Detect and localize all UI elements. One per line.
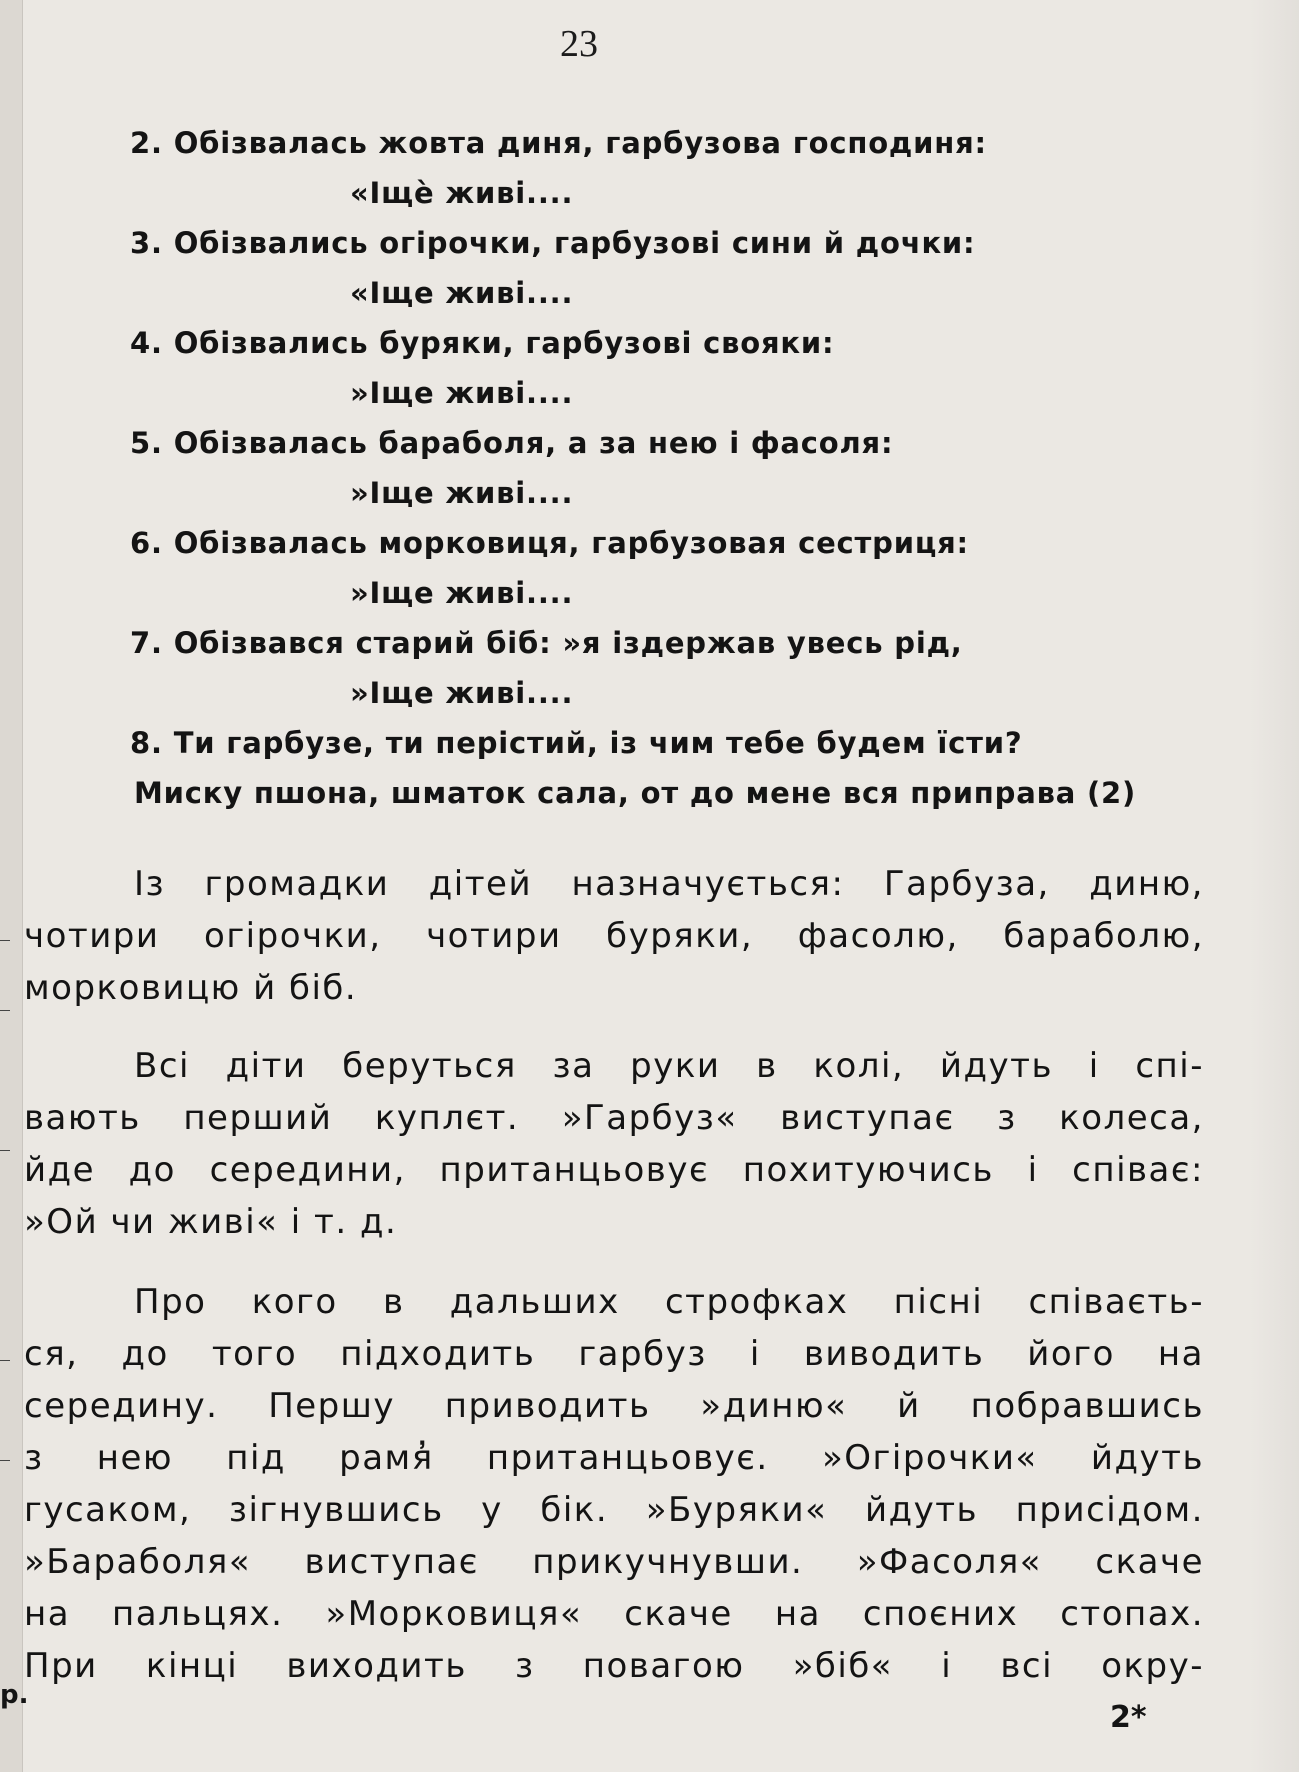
verse-refrain: »Іще живі.... — [350, 576, 574, 610]
verse-line: 8. Ти гарбузе, ти перістий, із чим тебе будем їсти? — [130, 726, 1023, 760]
paragraph-line: При кінці виходить з повагою »біб« і всі окру- — [24, 1646, 1204, 1686]
paragraph-line: морковицю й біб. — [24, 968, 358, 1008]
edge-mark — [0, 1360, 10, 1361]
paragraph-line: йде до середини, пританцьовує похитуючись і співає: — [24, 1150, 1204, 1190]
adjacent-page-edge — [0, 0, 29, 1772]
verse-line: 7. Обізвався старий біб: »я іздержав увесь рід, — [130, 626, 963, 660]
paragraph-line: »Ой чи живі« і т. д. — [24, 1202, 398, 1242]
edge-mark — [0, 940, 10, 941]
paragraph-line: Всі діти беруться за руки в колі, йдуть і спі- — [134, 1046, 1204, 1086]
verse-line: 2. Обізвалась жовта диня, гарбузова господиня: — [130, 126, 987, 160]
paragraph-line: »Бараболя« виступає прикучнувши. »Фасоля« скаче — [24, 1542, 1204, 1582]
edge-letter: р. — [0, 1680, 29, 1710]
edge-mark — [0, 1460, 10, 1461]
paragraph-3 — [24, 1276, 1204, 1692]
paragraph-1 — [24, 858, 1204, 1014]
verse-refrain: »Іще живі.... — [350, 676, 574, 710]
verse-refrain: »Іще живі.... — [350, 376, 574, 410]
paragraph-line: Про кого в дальших строфках пісні співаєть- — [134, 1282, 1204, 1322]
verse-line: 4. Обізвались буряки, гарбузові свояки: — [130, 326, 835, 360]
paragraph-line: гусаком, зігнувшись у бік. »Буряки« йдуть присідом. — [24, 1490, 1204, 1530]
verse-refrain: «Іщѐ живі.... — [350, 176, 574, 210]
verse-line: 3. Обізвались огірочки, гарбузові сини й дочки: — [130, 226, 976, 260]
verse-refrain: «Іще живі.... — [350, 276, 574, 310]
edge-mark — [0, 1010, 10, 1011]
paragraph-2 — [24, 1040, 1204, 1248]
verse-line: 6. Обізвалась морковиця, гарбузовая сестриця: — [130, 526, 969, 560]
paragraph-line: чотири огірочки, чотири буряки, фасолю, бараболю, — [24, 916, 1204, 956]
paragraph-line: з нею під рамя̓ пританцьовує. »Огірочки« йдуть — [24, 1438, 1204, 1478]
paragraph-line: на пальцях. »Морковиця« скаче на споєних стопах. — [24, 1594, 1204, 1634]
paragraph-line: вають перший куплєт. »Гарбуз« виступає з колеса, — [24, 1098, 1204, 1138]
page-number: 23 — [560, 23, 598, 65]
song-verses — [60, 118, 1210, 818]
verse-line: 5. Обізвалась бараболя, а за нею і фасоля: — [130, 426, 894, 460]
paragraph-line: середину. Першу приводить »диню« й побравшись — [24, 1386, 1204, 1426]
edge-mark — [0, 1150, 10, 1151]
verse-refrain: »Іще живі.... — [350, 476, 574, 510]
paragraph-line: Із громадки дітей назначується: Гарбуза, диню, — [134, 864, 1204, 904]
paragraph-line: ся, до того підходить гарбуз і виводить його на — [24, 1334, 1204, 1374]
verse-continuation: Миску пшона, шматок сала, от до мене вся приправа (2) — [134, 776, 1137, 810]
printer-signature-mark: 2* — [1110, 1700, 1147, 1735]
